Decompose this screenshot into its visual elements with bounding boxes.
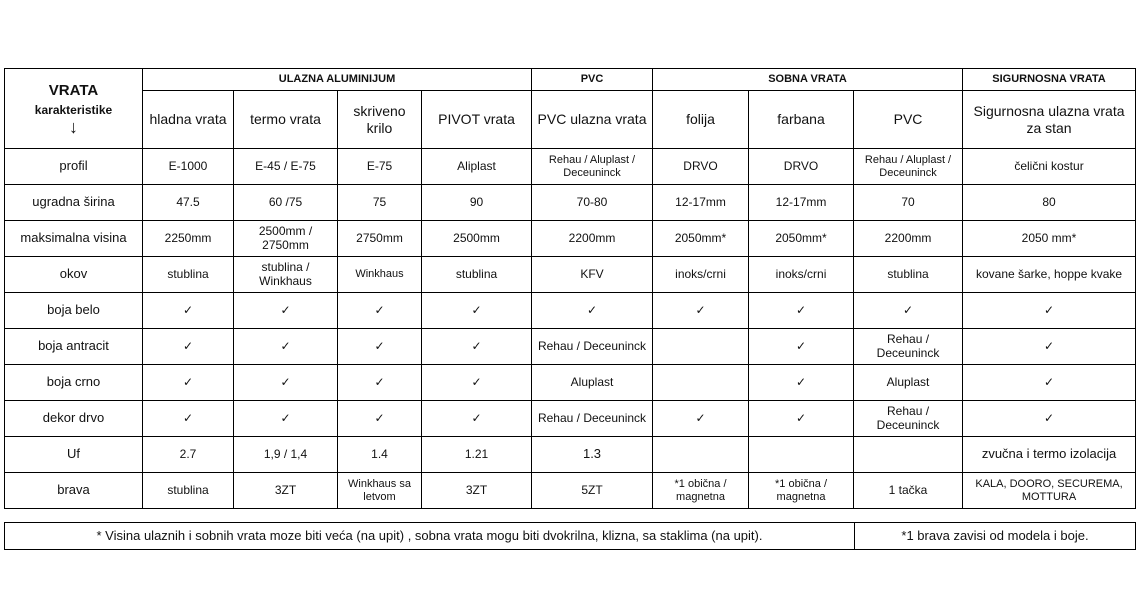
checkmark-icon: ✓ [963, 365, 1136, 401]
table-cell: zvučna i termo izolacija [963, 437, 1136, 473]
checkmark-icon: ✓ [749, 293, 854, 329]
table-row [5, 293, 1136, 329]
footnote-left: * Visina ulaznih i sobnih vrata moze biti veća (na upit) , sobna vrata mogu biti dvokrilna, klizna, sa staklima (na upit). [5, 523, 855, 550]
table-cell: Winkhaus [338, 257, 422, 293]
checkmark-icon: ✓ [422, 329, 532, 365]
group-sigurnosna-vrata: SIGURNOSNA VRATA [963, 69, 1136, 91]
column-header: PVC [854, 91, 963, 149]
table-cell: KALA, DOORO, SECUREMA, MOTTURA [963, 473, 1136, 509]
footnotes [4, 522, 1136, 550]
row-label: brava [5, 473, 143, 509]
table-cell: inoks/crni [653, 257, 749, 293]
checkmark-icon: ✓ [338, 293, 422, 329]
checkmark-icon: ✓ [653, 293, 749, 329]
checkmark-icon: ✓ [143, 401, 234, 437]
checkmark-icon: ✓ [338, 365, 422, 401]
table-cell [749, 437, 854, 473]
group-ulazna-aluminijum: ULAZNA ALUMINIJUM [143, 69, 532, 91]
table-cell: 1.4 [338, 437, 422, 473]
group-header-row [5, 69, 1136, 91]
table-cell: 2750mm [338, 221, 422, 257]
row-label: boja belo [5, 293, 143, 329]
checkmark-icon: ✓ [422, 293, 532, 329]
table-cell: 2.7 [143, 437, 234, 473]
row-label: dekor drvo [5, 401, 143, 437]
row-label: profil [5, 149, 143, 185]
checkmark-icon: ✓ [963, 293, 1136, 329]
table-cell: 90 [422, 185, 532, 221]
table-cell: 70-80 [532, 185, 653, 221]
door-specs-table [4, 68, 1136, 509]
checkmark-icon: ✓ [234, 401, 338, 437]
table-title: VRATA [48, 81, 99, 99]
table-cell: 12-17mm [749, 185, 854, 221]
checkmark-icon: ✓ [234, 365, 338, 401]
table-cell: 2200mm [532, 221, 653, 257]
table-cell: Rehau / Deceuninck [532, 329, 653, 365]
table-cell: E-45 / E-75 [234, 149, 338, 185]
table-cell: E-1000 [143, 149, 234, 185]
table-cell: 80 [963, 185, 1136, 221]
checkmark-icon: ✓ [749, 401, 854, 437]
row-label: okov [5, 257, 143, 293]
arrow-down-icon: ↓ [69, 117, 78, 138]
table-cell: *1 obična / magnetna [653, 473, 749, 509]
checkmark-icon: ✓ [532, 293, 653, 329]
table-cell: Aluplast [854, 365, 963, 401]
row-label: boja crno [5, 365, 143, 401]
table-cell [653, 365, 749, 401]
table-row [5, 149, 1136, 185]
checkmark-icon: ✓ [143, 365, 234, 401]
column-header: folija [653, 91, 749, 149]
table-cell: Rehau / Deceuninck [532, 401, 653, 437]
table-cell: 2050mm* [749, 221, 854, 257]
table-cell: 1.21 [422, 437, 532, 473]
column-header: skriveno krilo [338, 91, 422, 149]
table-subtitle: karakteristike [34, 103, 113, 118]
checkmark-icon: ✓ [422, 365, 532, 401]
checkmark-icon: ✓ [653, 401, 749, 437]
checkmark-icon: ✓ [338, 329, 422, 365]
checkmark-icon: ✓ [749, 365, 854, 401]
table-row [5, 437, 1136, 473]
table-cell: Rehau / Deceuninck [854, 329, 963, 365]
table-cell: DRVO [653, 149, 749, 185]
table-cell: Aluplast [532, 365, 653, 401]
checkmark-icon: ✓ [749, 329, 854, 365]
table-cell: 2250mm [143, 221, 234, 257]
table-cell: 5ZT [532, 473, 653, 509]
checkmark-icon: ✓ [234, 293, 338, 329]
table-cell: Rehau / Aluplast / Deceuninck [854, 149, 963, 185]
footnote-right: *1 brava zavisi od modela i boje. [855, 523, 1136, 550]
table-cell: Winkhaus sa letvom [338, 473, 422, 509]
checkmark-icon: ✓ [854, 293, 963, 329]
row-label: boja antracit [5, 329, 143, 365]
table-cell [653, 437, 749, 473]
group-sobna-vrata: SOBNA VRATA [653, 69, 963, 91]
table-row [5, 221, 1136, 257]
column-header: Sigurnosna ulazna vrata za stan [963, 91, 1136, 149]
column-header: PVC ulazna vrata [532, 91, 653, 149]
table-cell: 75 [338, 185, 422, 221]
checkmark-icon: ✓ [963, 329, 1136, 365]
checkmark-icon: ✓ [143, 293, 234, 329]
table-cell: kovane šarke, hoppe kvake [963, 257, 1136, 293]
table-cell: Aliplast [422, 149, 532, 185]
table-cell: stublina [854, 257, 963, 293]
table-cell: KFV [532, 257, 653, 293]
table-cell: Rehau / Aluplast / Deceuninck [532, 149, 653, 185]
table-cell: stublina [422, 257, 532, 293]
group-pvc: PVC [532, 69, 653, 91]
row-label: maksimalna visina [5, 221, 143, 257]
table-cell: 2500mm / 2750mm [234, 221, 338, 257]
table-row [5, 365, 1136, 401]
table-cell: DRVO [749, 149, 854, 185]
table-cell [653, 329, 749, 365]
table-cell: 2200mm [854, 221, 963, 257]
table-cell: 2050mm* [653, 221, 749, 257]
table-cell: 1,9 / 1,4 [234, 437, 338, 473]
checkmark-icon: ✓ [143, 329, 234, 365]
column-header: farbana [749, 91, 854, 149]
table-cell: 12-17mm [653, 185, 749, 221]
column-header: hladna vrata [143, 91, 234, 149]
column-header: PIVOT vrata [422, 91, 532, 149]
table-cell: 1 tačka [854, 473, 963, 509]
table-row [5, 401, 1136, 437]
table-cell: E-75 [338, 149, 422, 185]
table-row [5, 185, 1136, 221]
table-row [5, 473, 1136, 509]
table-cell: 2050 mm* [963, 221, 1136, 257]
checkmark-icon: ✓ [963, 401, 1136, 437]
table-cell: stublina / Winkhaus [234, 257, 338, 293]
table-cell: 3ZT [422, 473, 532, 509]
table-cell: 1.3 [532, 437, 653, 473]
corner-cell [5, 69, 143, 149]
table-cell: 60 /75 [234, 185, 338, 221]
checkmark-icon: ✓ [422, 401, 532, 437]
table-cell: čelični kostur [963, 149, 1136, 185]
checkmark-icon: ✓ [234, 329, 338, 365]
row-label: ugradna širina [5, 185, 143, 221]
table-cell: stublina [143, 257, 234, 293]
column-header: termo vrata [234, 91, 338, 149]
table-cell: 70 [854, 185, 963, 221]
table-cell [854, 437, 963, 473]
table-cell: *1 obična / magnetna [749, 473, 854, 509]
table-cell: 47.5 [143, 185, 234, 221]
table-row [5, 329, 1136, 365]
table-cell: 3ZT [234, 473, 338, 509]
column-header-row [5, 91, 1136, 149]
table-cell: Rehau / Deceuninck [854, 401, 963, 437]
table-cell: inoks/crni [749, 257, 854, 293]
row-label: Uf [5, 437, 143, 473]
checkmark-icon: ✓ [338, 401, 422, 437]
table-row [5, 257, 1136, 293]
table-cell: stublina [143, 473, 234, 509]
table-cell: 2500mm [422, 221, 532, 257]
